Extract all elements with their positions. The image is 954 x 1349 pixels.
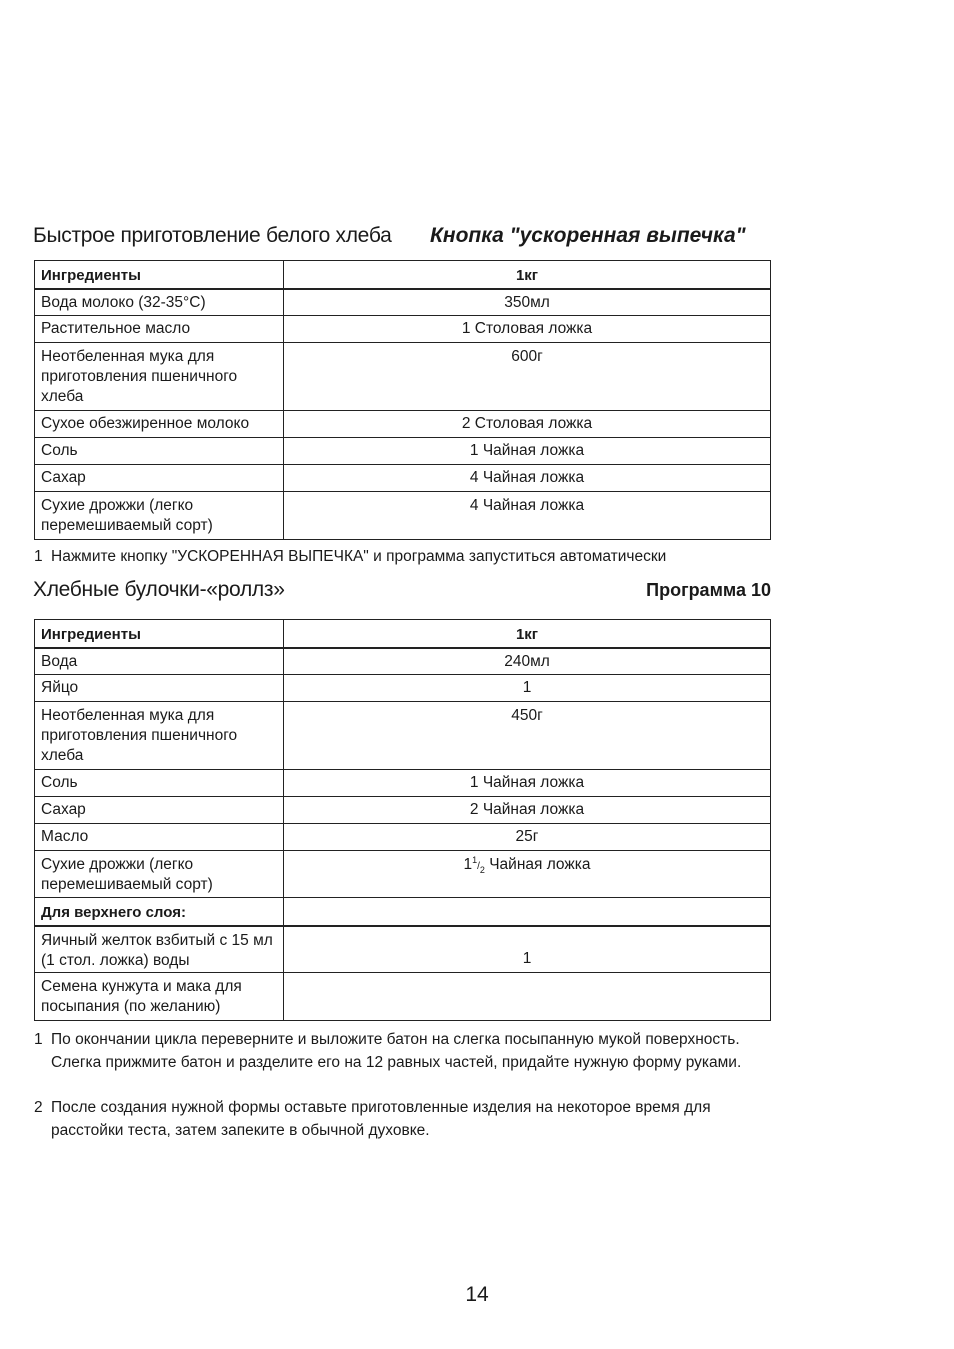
amount-cell: 1 Столовая ложка	[284, 316, 771, 343]
ingredient-cell: Вода	[35, 648, 284, 675]
amount-cell: 1 Чайная ложка	[284, 438, 771, 465]
header-ingredients: Ингредиенты	[35, 261, 284, 289]
ingredient-cell: Вода молоко (32-35°C)	[35, 289, 284, 316]
table-row	[35, 973, 771, 1021]
table-row	[35, 343, 771, 411]
quick-bread-table	[34, 260, 771, 540]
note-number: 1	[34, 548, 43, 565]
table-header-row	[35, 261, 771, 289]
header-amount: 1кг	[284, 620, 771, 648]
amount-cell: 240мл	[284, 648, 771, 675]
ingredient-cell: Неотбеленная мука для приготовления пшеничного хлеба	[35, 702, 284, 770]
amount-cell: 1	[284, 675, 771, 702]
amount-cell	[284, 973, 771, 1021]
table-row	[35, 926, 771, 973]
ingredient-cell: Сахар	[35, 797, 284, 824]
table-row	[35, 675, 771, 702]
amount-unit: Чайная ложка	[484, 856, 591, 873]
table-row	[35, 438, 771, 465]
fraction-slash: /	[477, 861, 480, 872]
ingredient-cell: Растительное масло	[35, 316, 284, 343]
ingredient-cell: Соль	[35, 770, 284, 797]
table-header-row	[35, 620, 771, 648]
ingredient-cell: Семена кунжута и мака для посыпания (по желанию)	[35, 973, 284, 1021]
amount-whole: 1	[463, 856, 473, 873]
table-row	[35, 824, 771, 851]
topping-header: Для верхнего слоя:	[35, 898, 284, 926]
amount-cell: 25г	[284, 824, 771, 851]
section2-program-label: Программа 10	[646, 580, 771, 600]
note-text: По окончании цикла переверните и выложите батон на слегка посыпанную мукой поверхность. Слегка прижмите батон и разделите его на 12 равных частей, придайте нужную форму руками.	[51, 1031, 742, 1071]
amount-cell: 2 Чайная ложка	[284, 797, 771, 824]
ingredient-cell: Сахар	[35, 465, 284, 492]
amount-cell: 350мл	[284, 289, 771, 316]
note-number: 1	[34, 1031, 43, 1048]
table-row	[35, 797, 771, 824]
table-row	[35, 492, 771, 540]
header-amount: 1кг	[284, 261, 771, 289]
table-row	[35, 411, 771, 438]
ingredient-cell: Масло	[35, 824, 284, 851]
amount-cell: 450г	[284, 702, 771, 770]
fraction-numerator: 1	[472, 854, 478, 865]
section2-note-2	[34, 1096, 754, 1142]
ingredient-cell: Сухие дрожжи (легко перемешиваемый сорт)	[35, 851, 284, 898]
topping-header-row	[35, 898, 771, 926]
amount-cell: 1	[284, 926, 771, 973]
ingredient-cell: Соль	[35, 438, 284, 465]
table-row	[35, 316, 771, 343]
section2-note-1	[34, 1028, 754, 1074]
table-row	[35, 770, 771, 797]
ingredient-cell: Неотбеленная мука для приготовления пшеничного хлеба	[35, 343, 284, 411]
table-row	[35, 465, 771, 492]
section1-title: Быстрое приготовление белого хлеба	[33, 224, 392, 247]
note-number: 2	[34, 1099, 43, 1116]
header-ingredients: Ингредиенты	[35, 620, 284, 648]
amount-cell: 4 Чайная ложка	[284, 465, 771, 492]
amount-cell: 600г	[284, 343, 771, 411]
note-text: После создания нужной формы оставьте приготовленные изделия на некоторое время для расстойки теста, затем запеките в обычной духовке.	[51, 1099, 711, 1139]
table-row	[35, 289, 771, 316]
ingredient-cell: Сухое обезжиренное молоко	[35, 411, 284, 438]
ingredient-cell: Яичный желток взбитый с 15 мл (1 стол. ложка) воды	[35, 926, 284, 973]
page-number: 14	[465, 1283, 489, 1306]
section1-note	[34, 545, 666, 568]
table-row	[35, 702, 771, 770]
rolls-table	[34, 619, 771, 1021]
amount-cell: 1 Чайная ложка	[284, 770, 771, 797]
table-row	[35, 648, 771, 675]
amount-cell: 2 Столовая ложка	[284, 411, 771, 438]
amount-cell	[284, 851, 771, 898]
section1-button-label: Кнопка "ускоренная выпечка"	[430, 224, 746, 247]
topping-header-empty	[284, 898, 771, 926]
amount-cell: 4 Чайная ложка	[284, 492, 771, 540]
ingredient-cell: Яйцо	[35, 675, 284, 702]
ingredient-cell: Сухие дрожжи (легко перемешиваемый сорт)	[35, 492, 284, 540]
table-row	[35, 851, 771, 898]
note-text: Нажмите кнопку "УСКОРЕННАЯ ВЫПЕЧКА" и программа запуститься автоматически	[51, 548, 667, 565]
fraction-denominator: 2	[479, 865, 485, 876]
section2-title: Хлебные булочки-«роллз»	[33, 578, 285, 601]
